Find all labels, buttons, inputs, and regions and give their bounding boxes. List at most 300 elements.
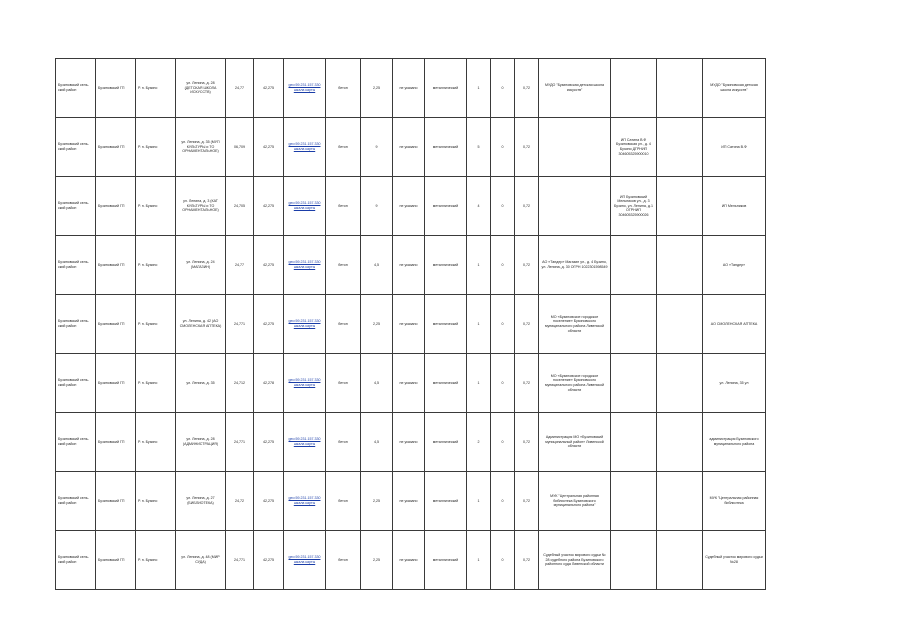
table-row — [56, 177, 766, 236]
organization-cell — [539, 177, 611, 236]
status-cell-text: не указано — [399, 557, 418, 562]
locality-cell-text: Р. п. Бузино — [138, 144, 158, 149]
area-cell-text: 9 — [375, 203, 378, 208]
source-cell-text: ИП Сатина В.Ф — [721, 144, 747, 149]
surface-cell — [326, 354, 361, 413]
address-cell — [176, 236, 226, 295]
planned-count-cell-text: 0 — [501, 557, 504, 562]
container-type-cell-text: металлический — [432, 85, 459, 90]
status-cell — [393, 59, 425, 118]
map-link — [284, 413, 326, 472]
organization-cell — [539, 295, 611, 354]
longitude-cell-text: 42,275 — [263, 262, 274, 267]
planned-count-cell-text: 0 — [501, 144, 504, 149]
area-cell-text: 2,25 — [373, 85, 380, 90]
volume-cell — [515, 118, 539, 177]
owner-details-cell — [611, 59, 657, 118]
container-type-cell-text: металлический — [432, 557, 459, 562]
planned-count-cell — [491, 295, 515, 354]
table-row — [56, 236, 766, 295]
source-cell-text: АО «Тандер» — [722, 262, 746, 267]
district-cell — [56, 59, 96, 118]
map-link-text[interactable]: geo:59.231.157.330 шкала карты — [288, 437, 321, 446]
status-cell — [393, 413, 425, 472]
owner-details-cell-text: ИП Бузиновский Мельников ул., д. 3 Бузино, ул. Ленина, д.1 ОГРНИП 304605325900026 — [614, 194, 653, 217]
organization-cell-text: МУДО "Бузиновская детская школа искусств" — [544, 83, 605, 92]
container-count-cell-text: 2 — [477, 439, 480, 444]
locality-cell — [136, 177, 176, 236]
longitude-cell-text: 42,275 — [263, 203, 274, 208]
longitude-cell — [254, 118, 284, 177]
container-count-cell-text: 1 — [477, 85, 480, 90]
container-type-cell-text: металлический — [432, 498, 459, 503]
source-cell — [703, 531, 766, 590]
latitude-cell-text: 24,705 — [234, 203, 245, 208]
table-row — [56, 295, 766, 354]
empty-cell — [657, 118, 703, 177]
address-cell-text: ул. Ленина, д. 28 (ДЕТСКАЯ ШКОЛА ИСКУССТВ) — [184, 81, 217, 95]
map-link — [284, 59, 326, 118]
latitude-cell — [226, 354, 254, 413]
source-cell-text: АО СМОЛЕНСКАЯ АПТЕКА — [710, 321, 758, 326]
area-cell-text: 2,25 — [373, 321, 380, 326]
locality-cell-text: Р. п. Бузино — [138, 262, 158, 267]
area-cell-text: 4,5 — [374, 262, 379, 267]
planned-count-cell-text: 0 — [501, 498, 504, 503]
surface-cell-text: бетон — [338, 203, 348, 208]
map-link-text[interactable]: geo:59.231.157.330 шкала карты — [288, 555, 321, 564]
planned-count-cell — [491, 354, 515, 413]
planned-count-cell-text: 0 — [501, 380, 504, 385]
container-type-cell-text: металлический — [432, 380, 459, 385]
area-cell-text: 2,25 — [373, 557, 380, 562]
source-cell — [703, 472, 766, 531]
latitude-cell — [226, 295, 254, 354]
address-cell-text: ул. Ленина, д. 28 (АДМИНИСТРАЦИЯ) — [182, 437, 219, 446]
volume-cell-text: 0,72 — [523, 380, 530, 385]
container-count-cell — [467, 413, 491, 472]
surface-cell — [326, 59, 361, 118]
status-cell — [393, 118, 425, 177]
latitude-cell — [226, 177, 254, 236]
empty-cell — [657, 531, 703, 590]
area-cell-text: 2,25 — [373, 498, 380, 503]
district-cell — [56, 413, 96, 472]
district-cell — [56, 472, 96, 531]
locality-cell-text: Р. п. Бузино — [138, 439, 158, 444]
map-link — [284, 118, 326, 177]
surface-cell-text: бетон — [338, 321, 348, 326]
container-type-cell — [425, 59, 467, 118]
longitude-cell — [254, 354, 284, 413]
volume-cell-text: 0,72 — [523, 144, 530, 149]
volume-cell-text: 0,72 — [523, 498, 530, 503]
source-cell-text: Судебный участок мирового судьи №28 — [705, 555, 763, 564]
container-count-cell — [467, 59, 491, 118]
surface-cell-text: бетон — [338, 557, 348, 562]
address-cell — [176, 177, 226, 236]
district-cell — [56, 118, 96, 177]
district-cell — [56, 354, 96, 413]
owner-details-cell — [611, 236, 657, 295]
empty-cell — [657, 472, 703, 531]
longitude-cell-text: 42,275 — [263, 439, 274, 444]
longitude-cell — [254, 413, 284, 472]
registry-table — [55, 58, 766, 590]
planned-count-cell — [491, 413, 515, 472]
latitude-cell-text: 24,77 — [235, 85, 244, 90]
planned-count-cell-text: 0 — [501, 439, 504, 444]
locality-cell-text: Р. п. Бузино — [138, 380, 158, 385]
container-type-cell-text: металлический — [432, 321, 459, 326]
organization-cell — [539, 236, 611, 295]
longitude-cell-text: 42,278 — [263, 380, 274, 385]
locality-cell-text: Р. п. Бузино — [138, 557, 158, 562]
address-cell-text: ул. Ленина, д. 27 (БИБЛИОТЕКА) — [186, 496, 215, 505]
longitude-cell — [254, 472, 284, 531]
area-cell-text: 4,5 — [374, 380, 379, 385]
container-count-cell — [467, 118, 491, 177]
area-cell — [361, 118, 393, 177]
planned-count-cell — [491, 531, 515, 590]
surface-cell — [326, 177, 361, 236]
volume-cell-text: 0,72 — [523, 85, 530, 90]
container-count-cell-text: 1 — [477, 262, 480, 267]
status-cell — [393, 354, 425, 413]
owner-details-cell — [611, 295, 657, 354]
source-cell-text: ИП Мельников — [721, 203, 747, 208]
container-type-cell — [425, 177, 467, 236]
area-cell — [361, 413, 393, 472]
container-type-cell — [425, 295, 467, 354]
volume-cell — [515, 531, 539, 590]
planned-count-cell — [491, 236, 515, 295]
address-cell-text: ул. Ленина, д. 48 (МИР СУДА) — [181, 555, 220, 564]
source-cell — [703, 413, 766, 472]
latitude-cell-text: 24,771 — [234, 439, 245, 444]
organization-cell — [539, 413, 611, 472]
volume-cell — [515, 413, 539, 472]
map-link-text[interactable]: geo:59.231.157.330 шкала карты — [288, 83, 321, 92]
status-cell — [393, 236, 425, 295]
latitude-cell-text: 06,709 — [234, 144, 245, 149]
status-cell-text: не указано — [399, 144, 418, 149]
district-cell-text: Бузиновский сель- ский район — [58, 378, 89, 387]
container-count-cell — [467, 472, 491, 531]
container-type-cell — [425, 413, 467, 472]
district-cell-text: Бузиновский сель- ский район — [58, 437, 89, 446]
volume-cell — [515, 354, 539, 413]
volume-cell — [515, 295, 539, 354]
map-link — [284, 177, 326, 236]
volume-cell-text: 0,72 — [523, 439, 530, 444]
map-link-text[interactable]: geo:59.231.157.330 шкала карты — [288, 201, 321, 210]
map-link-text[interactable]: geo:59.231.157.330 шкала карты — [288, 378, 321, 387]
map-link-text[interactable]: geo:59.231.157.330 шкала карты — [288, 142, 321, 151]
latitude-cell — [226, 472, 254, 531]
address-cell — [176, 413, 226, 472]
owner-details-cell — [611, 472, 657, 531]
organization-cell-text: МО «Бузиновское городское поселение» Бузиновского муниципального района Ливенской области — [544, 373, 605, 392]
longitude-cell — [254, 177, 284, 236]
district-cell — [56, 177, 96, 236]
district-cell-text: Бузиновский сель- ский район — [58, 555, 89, 564]
longitude-cell-text: 42,275 — [263, 557, 274, 562]
district-cell — [56, 236, 96, 295]
planned-count-cell-text: 0 — [501, 203, 504, 208]
container-type-cell — [425, 472, 467, 531]
locality-cell — [136, 472, 176, 531]
district-cell-text: Бузиновский сель- ский район — [58, 319, 89, 328]
locality-cell-text: Р. п. Бузино — [138, 85, 158, 90]
container-type-cell — [425, 118, 467, 177]
planned-count-cell — [491, 118, 515, 177]
planned-count-cell-text: 0 — [501, 85, 504, 90]
latitude-cell-text: 24,712 — [234, 380, 245, 385]
status-cell-text: не указано — [399, 203, 418, 208]
district-cell-text: Бузиновский сель- ский район — [58, 260, 89, 269]
surface-cell-text: бетон — [338, 439, 348, 444]
address-cell — [176, 118, 226, 177]
owner-details-cell — [611, 413, 657, 472]
map-link-text[interactable]: geo:59.231.157.330 шкала карты — [288, 319, 321, 328]
organization-cell — [539, 531, 611, 590]
status-cell-text: не указано — [399, 85, 418, 90]
source-cell-text: МУДО "Бузиновская детская школа искусств" — [710, 83, 758, 92]
organization-cell-text: Администрация МО «Бузиновский муниципальный район» Ливенской области — [545, 435, 604, 449]
table-row — [56, 59, 766, 118]
owner-cell — [96, 354, 136, 413]
address-cell-text: ул. Ленина, д. 24 (МАГАЗИН) — [186, 260, 215, 269]
latitude-cell — [226, 236, 254, 295]
surface-cell — [326, 236, 361, 295]
area-cell — [361, 531, 393, 590]
locality-cell — [136, 295, 176, 354]
status-cell — [393, 295, 425, 354]
latitude-cell — [226, 118, 254, 177]
area-cell-text: 4,5 — [374, 439, 379, 444]
longitude-cell-text: 42,275 — [263, 85, 274, 90]
owner-cell-text: Бузиновский ГП — [98, 380, 125, 385]
owner-details-cell — [611, 177, 657, 236]
status-cell-text: не указано — [399, 321, 418, 326]
owner-cell-text: Бузиновский ГП — [98, 439, 125, 444]
area-cell — [361, 59, 393, 118]
status-cell-text: не указано — [399, 380, 418, 385]
surface-cell — [326, 413, 361, 472]
container-type-cell-text: металлический — [432, 144, 459, 149]
table-row — [56, 118, 766, 177]
district-cell-text: Бузиновский сель- ский район — [58, 83, 89, 92]
map-link — [284, 354, 326, 413]
district-cell — [56, 295, 96, 354]
owner-details-cell — [611, 354, 657, 413]
container-count-cell — [467, 236, 491, 295]
container-count-cell — [467, 531, 491, 590]
locality-cell-text: Р. п. Бузино — [138, 203, 158, 208]
source-cell-text: ул. Ленина, 35 ул — [719, 380, 749, 385]
latitude-cell — [226, 531, 254, 590]
source-cell — [703, 118, 766, 177]
latitude-cell-text: 24,77 — [235, 262, 244, 267]
owner-cell — [96, 531, 136, 590]
organization-cell — [539, 59, 611, 118]
latitude-cell-text: 24,72 — [235, 498, 244, 503]
organization-cell-text: МУК "Центральная районная библиотека Бузиновского муниципального района" — [550, 494, 599, 508]
status-cell-text: не указано — [399, 498, 418, 503]
volume-cell-text: 0,72 — [523, 262, 530, 267]
container-count-cell-text: 4 — [477, 203, 480, 208]
container-type-cell — [425, 531, 467, 590]
volume-cell-text: 0,72 — [523, 203, 530, 208]
organization-cell — [539, 118, 611, 177]
volume-cell-text: 0,72 — [523, 321, 530, 326]
owner-cell — [96, 295, 136, 354]
status-cell-text: не указано — [399, 262, 418, 267]
source-cell-text: администрация Бузиновского муниципального района — [709, 437, 759, 446]
owner-cell — [96, 236, 136, 295]
locality-cell — [136, 531, 176, 590]
surface-cell-text: бетон — [338, 85, 348, 90]
planned-count-cell — [491, 472, 515, 531]
owner-cell — [96, 413, 136, 472]
address-cell — [176, 472, 226, 531]
address-cell-text: ул. Ленина, д. 42 (АО СМОЛЕНСКАЯ АПТЕКА) — [179, 319, 222, 328]
surface-cell — [326, 531, 361, 590]
owner-details-cell — [611, 531, 657, 590]
status-cell — [393, 177, 425, 236]
container-count-cell-text: 1 — [477, 498, 480, 503]
table-row — [56, 413, 766, 472]
locality-cell — [136, 236, 176, 295]
planned-count-cell — [491, 59, 515, 118]
organization-cell — [539, 472, 611, 531]
latitude-cell-text: 24,771 — [234, 557, 245, 562]
source-cell — [703, 177, 766, 236]
source-cell-text: МУК "Центральная районная библиотека — [709, 496, 759, 505]
owner-cell — [96, 472, 136, 531]
container-count-cell — [467, 177, 491, 236]
address-cell-text: ул. Ленина, д. 35 — [186, 380, 215, 385]
organization-cell-text: АО «Тандер» Магазин ул., д. 4 Бузино, ул. Ленина, д. 30 ОГРН 1022301598549 — [541, 260, 608, 269]
address-cell — [176, 59, 226, 118]
area-cell — [361, 236, 393, 295]
longitude-cell-text: 42,275 — [263, 144, 274, 149]
district-cell-text: Бузиновский сель- ский район — [58, 142, 89, 151]
owner-cell-text: Бузиновский ГП — [98, 498, 125, 503]
empty-cell — [657, 177, 703, 236]
district-cell — [56, 531, 96, 590]
locality-cell — [136, 354, 176, 413]
address-cell-text: ул. Ленина, д. 3 (КАТ КУЛЬТУРЫ и ТО ОРНАМЕНТАЛЬНОЕ) — [182, 199, 219, 213]
owner-cell — [96, 177, 136, 236]
area-cell-text: 9 — [375, 144, 378, 149]
latitude-cell — [226, 413, 254, 472]
status-cell — [393, 531, 425, 590]
source-cell — [703, 236, 766, 295]
latitude-cell — [226, 59, 254, 118]
area-cell — [361, 354, 393, 413]
longitude-cell-text: 42,275 — [263, 321, 274, 326]
longitude-cell — [254, 59, 284, 118]
district-cell-text: Бузиновский сель- ский район — [58, 201, 89, 210]
container-count-cell-text: 5 — [477, 144, 480, 149]
container-count-cell-text: 1 — [477, 321, 480, 326]
map-link — [284, 236, 326, 295]
planned-count-cell-text: 0 — [501, 262, 504, 267]
longitude-cell — [254, 531, 284, 590]
organization-cell — [539, 354, 611, 413]
surface-cell — [326, 472, 361, 531]
organization-cell-text: МО «Бузиновское городское поселение» Бузиновского муниципального района Ливенской области — [544, 314, 605, 333]
volume-cell — [515, 177, 539, 236]
address-cell-text: ул. Ленина, д. 35 (МУП КУЛЬТУРЫ и ТО ОРНАМЕНТАЛЬНОЕ) — [181, 140, 220, 154]
container-type-cell-text: металлический — [432, 203, 459, 208]
address-cell — [176, 354, 226, 413]
address-cell — [176, 295, 226, 354]
owner-cell-text: Бузиновский ГП — [98, 203, 125, 208]
planned-count-cell-text: 0 — [501, 321, 504, 326]
organization-cell-text: Судебный участок мирового судьи № 28 судебного района Бузиновского районного суда Ливенской области — [543, 553, 606, 567]
container-type-cell-text: металлический — [432, 262, 459, 267]
locality-cell — [136, 59, 176, 118]
map-link — [284, 531, 326, 590]
locality-cell — [136, 118, 176, 177]
container-type-cell — [425, 354, 467, 413]
container-type-cell — [425, 236, 467, 295]
empty-cell — [657, 295, 703, 354]
owner-cell-text: Бузиновский ГП — [98, 144, 125, 149]
map-link-text[interactable]: geo:59.231.157.330 шкала карты — [288, 260, 321, 269]
surface-cell-text: бетон — [338, 262, 348, 267]
source-cell — [703, 295, 766, 354]
empty-cell — [657, 236, 703, 295]
map-link-text[interactable]: geo:59.231.157.330 шкала карты — [288, 496, 321, 505]
owner-cell-text: Бузиновский ГП — [98, 321, 125, 326]
empty-cell — [657, 354, 703, 413]
volume-cell-text: 0,72 — [523, 557, 530, 562]
address-cell — [176, 531, 226, 590]
locality-cell-text: Р. п. Бузино — [138, 321, 158, 326]
surface-cell-text: бетон — [338, 380, 348, 385]
area-cell — [361, 472, 393, 531]
map-link — [284, 472, 326, 531]
locality-cell-text: Р. п. Бузино — [138, 498, 158, 503]
longitude-cell — [254, 236, 284, 295]
source-cell — [703, 59, 766, 118]
locality-cell — [136, 413, 176, 472]
status-cell — [393, 472, 425, 531]
owner-cell-text: Бузиновский ГП — [98, 85, 125, 90]
planned-count-cell — [491, 177, 515, 236]
surface-cell-text: бетон — [338, 144, 348, 149]
area-cell — [361, 177, 393, 236]
table-row — [56, 531, 766, 590]
longitude-cell — [254, 295, 284, 354]
owner-cell-text: Бузиновский ГП — [98, 262, 125, 267]
container-type-cell-text: металлический — [432, 439, 459, 444]
table-row — [56, 354, 766, 413]
area-cell — [361, 295, 393, 354]
container-count-cell — [467, 354, 491, 413]
volume-cell — [515, 59, 539, 118]
container-count-cell-text: 1 — [477, 557, 480, 562]
container-count-cell-text: 1 — [477, 380, 480, 385]
latitude-cell-text: 24,771 — [234, 321, 245, 326]
map-link — [284, 295, 326, 354]
table-row — [56, 472, 766, 531]
district-cell-text: Бузиновский сель- ский район — [58, 496, 89, 505]
